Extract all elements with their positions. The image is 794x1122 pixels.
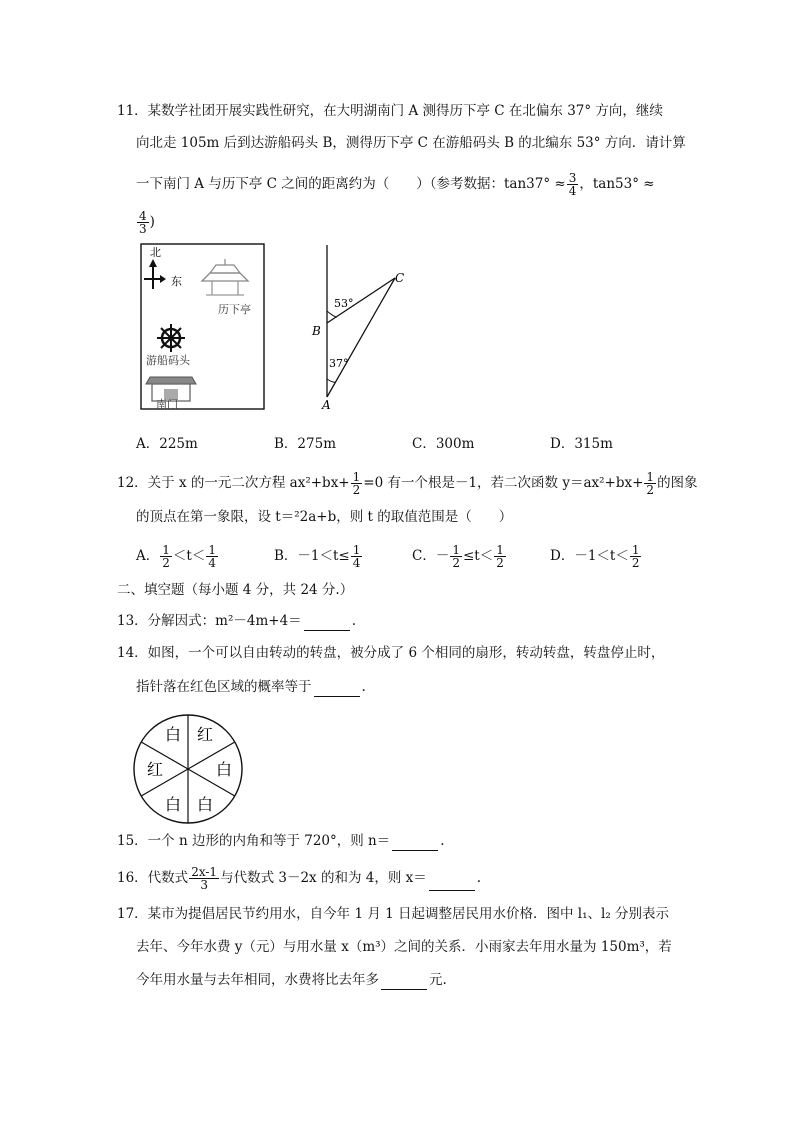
q16: 16．代数式 $\frac{2x-1}{3}$ 与代数式 3－2x 的和为 4，则 x＝ . bbox=[117, 865, 482, 892]
q11-line-3-tail: ，tan53° ≈ bbox=[579, 176, 655, 192]
q12-line-1-part-b: =0 有一个根是－1，若二次函数 y＝ax²+bx+ bbox=[363, 475, 644, 491]
fraction-1-2-second: $\frac{1}{2}$ bbox=[646, 470, 655, 497]
q12-line-1 bbox=[117, 471, 698, 496]
q13-text: 13．分解因式：m²－4m+4＝ bbox=[117, 613, 302, 629]
angle-37-label: 37° bbox=[329, 357, 349, 370]
q16-text: 16．代数式 bbox=[117, 870, 189, 886]
q11-option-c: C．300m bbox=[412, 436, 475, 452]
fraction-3-4: $\frac{3}{4}$ bbox=[568, 171, 577, 198]
q13: 13．分解因式：m²－4m+4＝ . bbox=[117, 613, 356, 629]
q15-text: 15．一个 n 边形的内角和等于 720°，则 n＝ bbox=[117, 833, 391, 849]
q11-option-d: D．315m bbox=[550, 436, 613, 452]
q11-line-2: 向北走 105m 后到达游船码头 B，测得历下亭 C 在游船码头 B 的北编东 53° 方向．请计算 bbox=[136, 135, 686, 151]
q14-line-2-text: 指针落在红色区域的概率等于 bbox=[136, 679, 312, 695]
q11-line-1: 11．某数学社团开展实践性研究，在大明湖南门 A 测得历下亭 C 在北偏东 37° 方向，继续 bbox=[117, 103, 663, 119]
q11-line-3 bbox=[136, 172, 655, 197]
point-c-label: C bbox=[395, 271, 405, 285]
sector-label: 红 bbox=[146, 760, 164, 779]
q13-answer-blank bbox=[304, 616, 350, 631]
q12-option-d: D．－1＜t＜ $\frac{1}{2}$ bbox=[550, 543, 640, 570]
q12-option-a: A． $\frac{1}{2}$ ＜t＜ $\frac{1}{4}$ bbox=[136, 543, 216, 570]
q12-line-1-part-a: 12．关于 x 的一元二次方程 ax²+bx+ bbox=[117, 475, 350, 491]
q11-option-b: B．275m bbox=[274, 436, 336, 452]
pavilion-label: 历下亭 bbox=[218, 303, 251, 316]
ship-wheel-icon bbox=[157, 324, 185, 352]
q12-line-2: 的顶点在第一象限，设 t＝²2a+b，则 t 的取值范围是（ ） bbox=[136, 509, 513, 525]
sector-label: 红 bbox=[196, 725, 214, 744]
east-label: 东 bbox=[171, 275, 182, 288]
north-label: 北 bbox=[150, 246, 161, 259]
dock-label: 游船码头 bbox=[146, 354, 190, 367]
fraction-4-3: $\frac{4}{3}$ bbox=[139, 209, 147, 236]
sector-label: 白 bbox=[164, 795, 182, 814]
point-b-label: B bbox=[312, 324, 321, 338]
q11-line-3-text: 一下南门 A 与历下亭 C 之间的距离约为（ ）（参考数据：tan37° ≈ bbox=[136, 176, 566, 192]
triangle-figure bbox=[305, 243, 415, 413]
q17-line-3-text: 今年用水量与去年相同，水费将比去年多 bbox=[136, 972, 379, 988]
q11-line-4 bbox=[136, 210, 155, 235]
q17-line-2: 去年、今年水费 y（元）与用水量 x（m³）之间的关系．小雨家去年用水量为 150m³，若 bbox=[136, 939, 672, 955]
gate-label: 南门 bbox=[156, 398, 178, 411]
q17-answer-blank bbox=[381, 975, 427, 990]
section-2-heading: 二、填空题（每小题 4 分，共 24 分.） bbox=[117, 582, 354, 598]
sector-label: 白 bbox=[215, 760, 233, 779]
q16-answer-blank bbox=[429, 876, 475, 891]
q17-line-3: 今年用水量与去年相同，水费将比去年多 元. bbox=[136, 972, 447, 988]
fraction-1-2: $\frac{1}{2}$ bbox=[352, 470, 361, 497]
fraction-2x-1-over-3: $\frac{2x-1}{3}$ bbox=[191, 865, 218, 892]
sector-label: 白 bbox=[196, 795, 214, 814]
q14-line-2: 指针落在红色区域的概率等于 . bbox=[136, 679, 366, 695]
q15: 15．一个 n 边形的内角和等于 720°，则 n＝ . bbox=[117, 833, 445, 849]
point-a-label: A bbox=[322, 398, 331, 412]
q11-option-a: A．225m bbox=[136, 436, 198, 452]
q14-answer-blank bbox=[314, 682, 360, 697]
q14-line-1: 14．如图，一个可以自由转动的转盘，被分成了 6 个相同的扇形，转动转盘，转盘停止时， bbox=[117, 645, 665, 661]
sector-label: 白 bbox=[164, 725, 182, 744]
angle-53-label: 53° bbox=[334, 297, 354, 310]
spinner-figure bbox=[132, 713, 244, 825]
q12-option-b: B．－1＜t≤ $\frac{1}{4}$ bbox=[274, 543, 361, 570]
q11-line-4-tail: ) bbox=[149, 214, 155, 230]
map-figure bbox=[140, 243, 266, 411]
q12-line-1-part-c: 的图象 bbox=[657, 475, 698, 491]
q15-answer-blank bbox=[392, 836, 438, 851]
q17-line-1: 17．某市为提倡居民节约用水，自今年 1 月 1 日起调整居民用水价格．图中 l₁、l₂ 分别表示 bbox=[117, 906, 670, 922]
q12-option-c: C．－ $\frac{1}{2}$ ≤t＜ $\frac{1}{2}$ bbox=[412, 543, 504, 570]
